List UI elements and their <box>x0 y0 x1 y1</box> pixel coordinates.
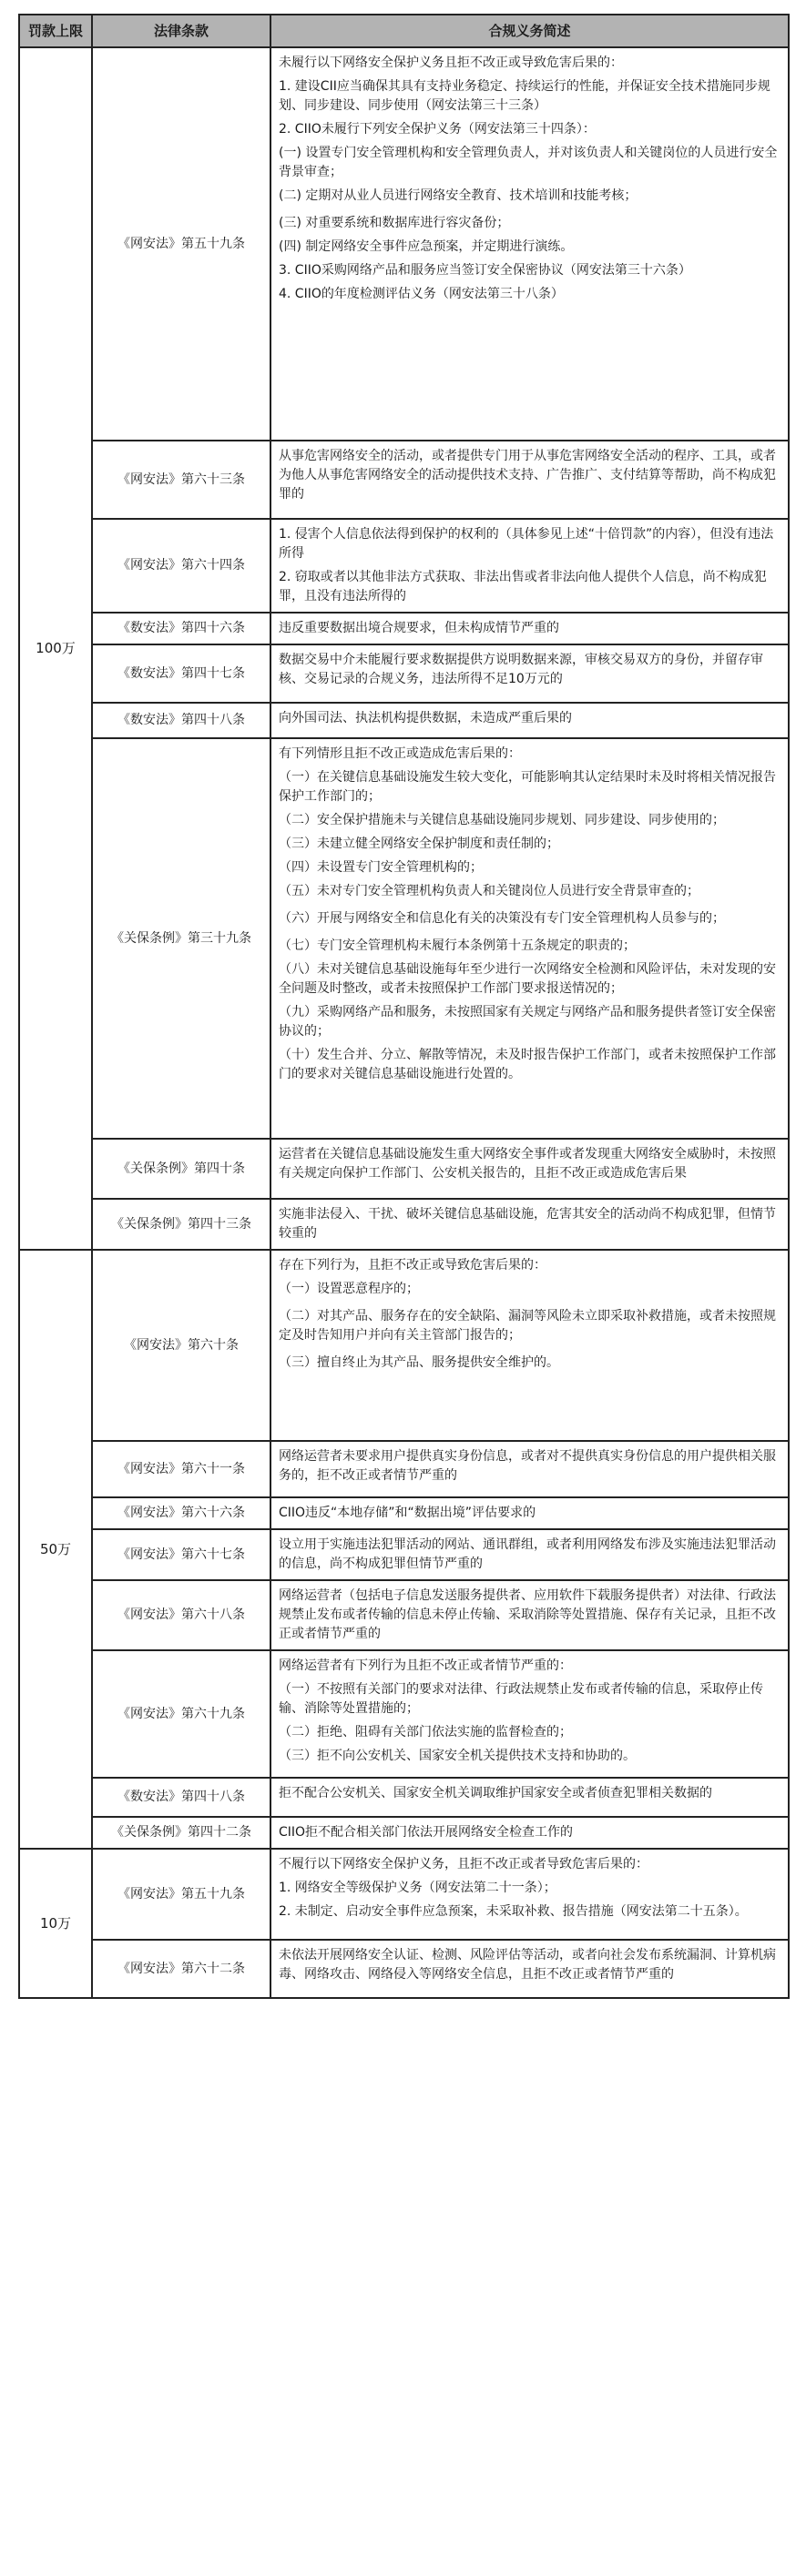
obligation-summary-cell <box>270 1778 789 1817</box>
obligation-line: 向外国司法、执法机构提供数据，未造成严重后果的 <box>279 711 572 725</box>
obligation-line: 实施非法侵入、干扰、破坏关键信息基础设施，危害其安全的活动尚不构成犯罪，但情节较重的 <box>279 1207 776 1241</box>
table-row <box>19 47 789 441</box>
table-row <box>19 1250 789 1441</box>
table-row <box>19 613 789 644</box>
obligation-line: （三）未建立健全网络安全保护制度和责任制的； <box>279 837 559 851</box>
obligation-line: CIIO违反“本地存储”和“数据出境”评估要求的 <box>279 1506 536 1520</box>
header-law-clause: 法律条款 <box>92 15 270 47</box>
obligation-line: （六）开展与网络安全和信息化有关的决策没有专门安全管理机构人员参与的； <box>279 911 725 926</box>
obligation-summary-cell <box>270 1250 789 1441</box>
obligation-line: 3. CIIO采购网络产品和服务应当签订安全保密协议（网安法第三十六条） <box>279 263 691 278</box>
obligation-line: (三) 对重要系统和数据库进行容灾备份； <box>279 216 510 230</box>
table-row <box>19 1940 789 1998</box>
obligation-summary-cell <box>270 644 789 703</box>
law-clause-cell: 《关保条例》第四十三条 <box>92 1199 270 1250</box>
obligation-line: 1. 建设CII应当确保其具有支持业务稳定、持续运行的性能，并保证安全技术措施同步规划、同步建设、同步使用（网安法第三十三条） <box>279 79 770 113</box>
obligation-summary-cell <box>270 1817 789 1849</box>
law-clause-cell: 《关保条例》第四十二条 <box>92 1817 270 1849</box>
obligation-line: （九）采购网络产品和服务，未按照国家有关规定与网络产品和服务提供者签订安全保密协议的； <box>279 1005 776 1039</box>
obligation-line: （八）未对关键信息基础设施每年至少进行一次网络安全检测和风险评估，未对发现的安全问题及时整改，或者未按照保护工作部门要求报送情况的； <box>279 962 776 996</box>
obligation-line: 不履行以下网络安全保护义务，且拒不改正或者导致危害后果的： <box>279 1857 648 1871</box>
obligation-summary-cell <box>270 47 789 441</box>
obligation-summary-cell <box>270 519 789 613</box>
obligation-line: 2. 未制定、启动安全事件应急预案，未采取补救、报告措施（网安法第二十五条）。 <box>279 1904 748 1919</box>
obligation-summary-cell <box>270 1940 789 1998</box>
obligation-line: （七）专门安全管理机构未履行本条例第十五条规定的职责的； <box>279 938 636 953</box>
obligation-line: （三）擅自终止为其产品、服务提供安全维护的。 <box>279 1355 559 1370</box>
law-clause-cell: 《网安法》第六十条 <box>92 1250 270 1441</box>
obligation-line: 网络运营者（包括电子信息发送服务提供者、应用软件下载服务提供者）对法律、行政法规禁止发布或者传输的信息未停止传输、采取消除等处置措施、保存有关记录，且拒不改正或者情节严重的 <box>279 1588 776 1641</box>
obligation-line: （一）设置恶意程序的； <box>279 1282 419 1296</box>
table-row <box>19 1497 789 1529</box>
law-clause-cell: 《网安法》第六十四条 <box>92 519 270 613</box>
obligation-line: （一）在关键信息基础设施发生较大变化，可能影响其认定结果时未及时将相关情况报告保护工作部门的； <box>279 770 776 804</box>
obligation-summary-cell <box>270 738 789 1139</box>
obligation-line: 设立用于实施违法犯罪活动的网站、通讯群组，或者利用网络发布涉及实施违法犯罪活动的信息，尚不构成犯罪但情节严重的 <box>279 1537 776 1571</box>
table-row <box>19 519 789 613</box>
law-clause-cell: 《数安法》第四十七条 <box>92 644 270 703</box>
table-body <box>19 47 789 1998</box>
obligation-line: 2. CIIO未履行下列安全保护义务（网安法第三十四条）： <box>279 122 596 137</box>
obligation-line: （十）发生合并、分立、解散等情况，未及时报告保护工作部门，或者未按照保护工作部门的要求对关键信息基础设施进行处置的。 <box>279 1048 776 1081</box>
obligation-line: （一）不按照有关部门的要求对法律、行政法规禁止发布或者传输的信息，采取停止传输、消除等处置措施的； <box>279 1682 763 1716</box>
law-clause-cell: 《网安法》第六十二条 <box>92 1940 270 1998</box>
fine-cap-cell: 10万 <box>19 1849 92 1998</box>
law-clause-cell: 《关保条例》第四十条 <box>92 1139 270 1199</box>
obligation-line: 网络运营者有下列行为且拒不改正或者情节严重的： <box>279 1658 572 1673</box>
obligation-line: 网络运营者未要求用户提供真实身份信息，或者对不提供真实身份信息的用户提供相关服务的，拒不改正或者情节严重的 <box>279 1449 776 1483</box>
obligation-summary-cell <box>270 1199 789 1250</box>
header-row <box>19 15 789 47</box>
table-row <box>19 1817 789 1849</box>
law-clause-cell: 《关保条例》第三十九条 <box>92 738 270 1139</box>
table-row <box>19 703 789 738</box>
law-clause-cell: 《网安法》第五十九条 <box>92 1849 270 1940</box>
obligation-summary-cell <box>270 613 789 644</box>
obligation-line: CIIO拒不配合相关部门依法开展网络安全检查工作的 <box>279 1825 574 1840</box>
obligation-line: （五）未对专门安全管理机构负责人和关键岗位人员进行安全背景审查的； <box>279 884 699 898</box>
table-row <box>19 1580 789 1650</box>
table-row <box>19 1441 789 1497</box>
obligation-line: 未履行以下网络安全保护义务且拒不改正或导致危害后果的： <box>279 56 623 70</box>
header-fine-cap: 罚款上限 <box>19 15 92 47</box>
law-clause-cell: 《网安法》第六十七条 <box>92 1529 270 1580</box>
obligation-line: (二) 定期对从业人员进行网络安全教育、技术培训和技能考核； <box>279 188 638 203</box>
obligation-line: 违反重要数据出境合规要求，但未构成情节严重的 <box>279 621 559 635</box>
obligation-line: 未依法开展网络安全认证、检测、风险评估等活动，或者向社会发布系统漏洞、计算机病毒、网络攻击、网络侵入等网络安全信息，且拒不改正或者情节严重的 <box>279 1948 776 1982</box>
obligation-line: （二）拒绝、阻碍有关部门依法实施的监督检查的； <box>279 1725 572 1739</box>
table-row <box>19 1199 789 1250</box>
obligation-summary-cell <box>270 1650 789 1778</box>
penalty-table <box>18 14 790 1999</box>
table-row <box>19 644 789 703</box>
table-row <box>19 1849 789 1940</box>
obligation-line: 4. CIIO的年度检测评估义务（网安法第三十八条） <box>279 287 564 301</box>
obligation-summary-cell <box>270 1580 789 1650</box>
obligation-line: （二）对其产品、服务存在的安全缺陷、漏洞等风险未立即采取补救措施，或者未按照规定及时告知用户并向有关主管部门报告的； <box>279 1309 776 1343</box>
header-obligation-summary: 合规义务简述 <box>270 15 789 47</box>
table-header <box>19 15 789 47</box>
obligation-summary-cell <box>270 1139 789 1199</box>
obligation-line: (四) 制定网络安全事件应急预案，并定期进行演练。 <box>279 239 574 254</box>
obligation-summary-cell <box>270 703 789 738</box>
obligation-summary-cell <box>270 441 789 519</box>
table-row <box>19 1650 789 1778</box>
law-clause-cell: 《数安法》第四十八条 <box>92 703 270 738</box>
obligation-line: 拒不配合公安机关、国家安全机关调取维护国家安全或者侦查犯罪相关数据的 <box>279 1786 712 1800</box>
obligation-summary-cell <box>270 1441 789 1497</box>
table-row <box>19 738 789 1139</box>
obligation-line: 2. 窃取或者以其他非法方式获取、非法出售或者非法向他人提供个人信息，尚不构成犯罪，且没有违法所得的 <box>279 570 767 603</box>
table-row <box>19 1139 789 1199</box>
obligation-summary-cell <box>270 1849 789 1940</box>
obligation-line: 数据交易中介未能履行要求数据提供方说明数据来源，审核交易双方的身份，并留存审核、交易记录的合规义务，违法所得不足10万元的 <box>279 653 763 686</box>
table-row <box>19 1778 789 1817</box>
law-clause-cell: 《网安法》第六十三条 <box>92 441 270 519</box>
obligation-line: （三）拒不向公安机关、国家安全机关提供技术支持和协助的。 <box>279 1749 636 1763</box>
table-row <box>19 1529 789 1580</box>
law-clause-cell: 《网安法》第六十九条 <box>92 1650 270 1778</box>
law-clause-cell: 《数安法》第四十八条 <box>92 1778 270 1817</box>
law-clause-cell: 《数安法》第四十六条 <box>92 613 270 644</box>
fine-cap-cell: 50万 <box>19 1250 92 1849</box>
table-row <box>19 441 789 519</box>
obligation-line: 从事危害网络安全的活动，或者提供专门用于从事危害网络安全活动的程序、工具，或者为他人从事危害网络安全的活动提供技术支持、广告推广、支付结算等帮助，尚不构成犯罪的 <box>279 449 776 502</box>
obligation-line: 运营者在关键信息基础设施发生重大网络安全事件或者发现重大网络安全威胁时，未按照有关规定向保护工作部门、公安机关报告的，且拒不改正或造成危害后果 <box>279 1147 776 1181</box>
fine-cap-cell: 100万 <box>19 47 92 1250</box>
obligation-line: (一) 设置专门安全管理机构和安全管理负责人，并对该负责人和关键岗位的人员进行安全背景审查； <box>279 146 778 179</box>
obligation-line: 1. 网络安全等级保护义务（网安法第二十一条）； <box>279 1881 556 1895</box>
obligation-summary-cell <box>270 1529 789 1580</box>
law-clause-cell: 《网安法》第六十六条 <box>92 1497 270 1529</box>
law-clause-cell: 《网安法》第六十八条 <box>92 1580 270 1650</box>
law-clause-cell: 《网安法》第六十一条 <box>92 1441 270 1497</box>
obligation-summary-cell <box>270 1497 789 1529</box>
law-clause-cell: 《网安法》第五十九条 <box>92 47 270 441</box>
obligation-line: 有下列情形且拒不改正或造成危害后果的： <box>279 746 521 761</box>
obligation-line: 1. 侵害个人信息依法得到保护的权利的（具体参见上述“十倍罚款”的内容），但没有违法所得 <box>279 527 774 561</box>
obligation-line: （四）未设置专门安全管理机构的； <box>279 860 483 875</box>
obligation-line: （二）安全保护措施未与关键信息基础设施同步规划、同步建设、同步使用的； <box>279 813 725 827</box>
obligation-line: 存在下列行为，且拒不改正或导致危害后果的： <box>279 1258 546 1273</box>
